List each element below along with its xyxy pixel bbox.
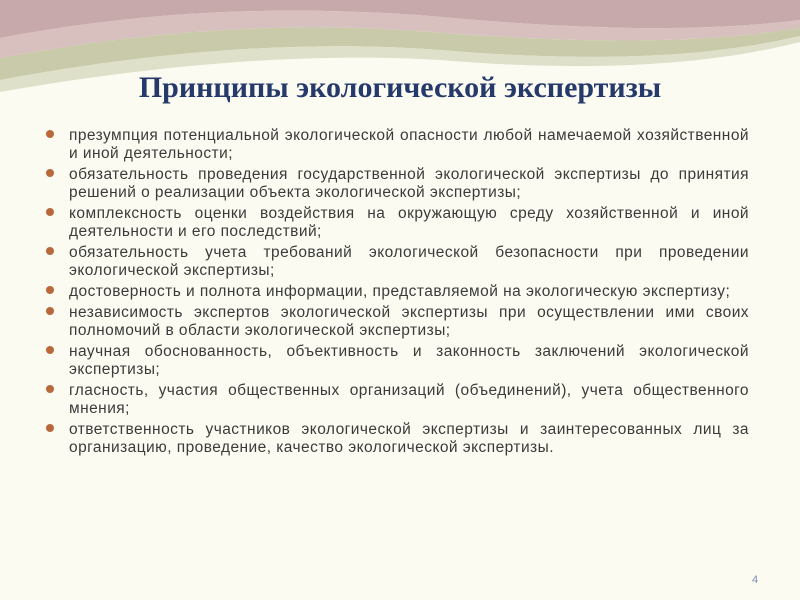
list-item: [46, 382, 749, 418]
bullet-icon: [46, 424, 54, 432]
page-number: 4: [751, 574, 759, 586]
list-item: [46, 304, 749, 340]
list-item: [46, 283, 749, 301]
list-item: [46, 343, 749, 379]
list-item-text: презумпция потенциальной экологической опасности любой намечаемой хозяйственной и иной деятельности;: [69, 127, 749, 162]
page-title: Принципы экологической экспертизы: [138, 71, 662, 104]
list-item: [46, 127, 749, 163]
list-item: [46, 244, 749, 280]
list-item: [46, 421, 749, 457]
bullet-icon: [46, 247, 54, 255]
bullet-icon: [46, 208, 54, 216]
bullet-icon: [46, 169, 54, 177]
list-item: [46, 166, 749, 202]
bullet-icon: [46, 385, 54, 393]
principles-list: [46, 127, 749, 460]
list-item-text: обязательность учета требований экологической безопасности при проведении экологической экспертизы;: [69, 244, 749, 279]
list-item-text: достоверность и полнота информации, представляемой на экологическую экспертизу;: [69, 283, 731, 300]
list-item-text: независимость экспертов экологической экспертизы при осуществлении ими своих полномочий в области экологической экспертизы;: [69, 304, 749, 339]
list-item-text: комплексность оценки воздействия на окружающую среду хозяйственной и иной деятельности и его последствий;: [69, 205, 749, 240]
list-item: [46, 205, 749, 241]
bullet-icon: [46, 346, 54, 354]
list-item-text: обязательность проведения государственной экологической экспертизы до принятия решений о реализации объекта экологической экспертизы;: [69, 166, 749, 201]
list-item-text: ответственность участников экологической экспертизы и заинтересованных лиц за организацию, проведение, качество экологической экспертизы.: [69, 421, 749, 456]
bullet-icon: [46, 286, 54, 294]
bullet-icon: [46, 130, 54, 138]
list-item-text: гласность, участия общественных организаций (объединений), учета общественного мнения;: [69, 382, 749, 417]
bullet-icon: [46, 307, 54, 315]
list-item-text: научная обоснованность, объективность и законность заключений экологической экспертизы;: [69, 343, 749, 378]
